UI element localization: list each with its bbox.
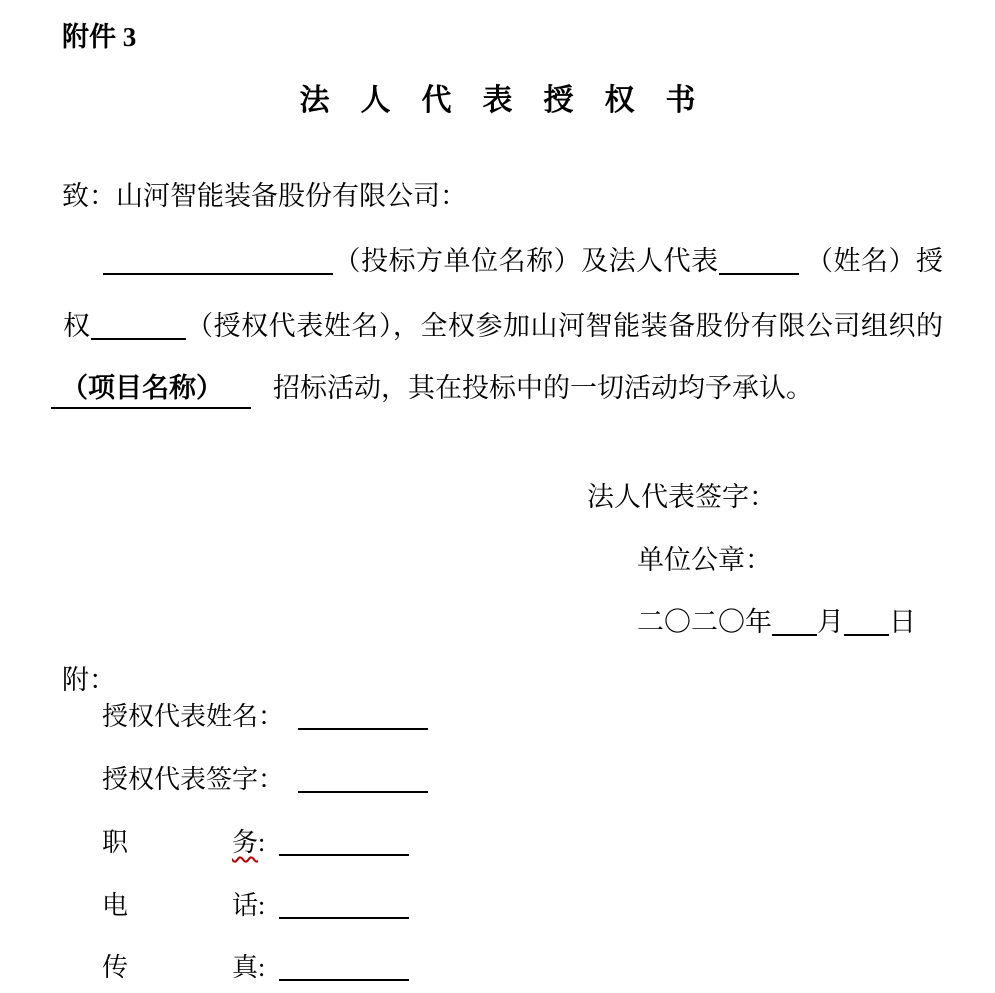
form-row-rep-signature: [102, 763, 428, 797]
company-seal-label: 单位公章：: [637, 545, 772, 575]
date-day-blank[interactable]: [844, 610, 889, 636]
fax-label: 传 真: [102, 953, 258, 982]
document-title: 法人代表授权书: [299, 84, 727, 117]
body-line-1-text: （投标方单位名称）及法人代表: [333, 246, 719, 276]
form-row-rep-name: [102, 700, 428, 734]
form-row-position: [102, 826, 409, 860]
fax-blank[interactable]: [279, 955, 409, 981]
body-line-1-text-2: （姓名）授: [805, 246, 944, 276]
rep-signature-label: 授权代表签字: [102, 765, 259, 794]
body-line-3-text: 招标活动，其在投标中的一切活动均予承认。: [273, 373, 813, 403]
legal-rep-name-blank[interactable]: [719, 249, 799, 275]
body-line-2-text: （授权代表姓名），全权参加山河智能装备股份有限公司组织的: [185, 311, 944, 341]
rep-name-blank[interactable]: [298, 704, 428, 730]
position-label: 职 务: [102, 826, 258, 860]
rep-signature-colon: ：: [258, 765, 285, 794]
date-month-blank[interactable]: [772, 610, 817, 636]
date-year: 二〇二〇年: [637, 607, 772, 637]
date-month-label: 月: [817, 607, 844, 637]
phone-label: 电 话: [102, 891, 258, 920]
fax-colon: :: [258, 953, 266, 982]
rep-name-colon: ：: [258, 702, 285, 731]
bidder-name-blank[interactable]: [103, 249, 333, 275]
body-line-2-head: 权: [63, 311, 91, 341]
form-row-fax: [102, 951, 409, 985]
rep-name-label: 授权代表姓名: [102, 702, 259, 731]
legal-rep-signature-label: 法人代表签字：: [587, 482, 776, 512]
spellcheck-wavy-underline: 务: [231, 828, 258, 857]
date-day-label: 日: [889, 607, 916, 637]
position-colon: :: [258, 828, 266, 857]
body-line-3: [63, 371, 943, 409]
project-name-blank[interactable]: （项目名称）: [51, 371, 251, 409]
phone-colon: :: [258, 891, 266, 920]
salutation-line: 致：山河智能装备股份有限公司：: [62, 181, 467, 211]
body-line-1: [63, 244, 943, 278]
date-line: [637, 605, 916, 639]
form-row-phone: [102, 889, 409, 923]
position-blank[interactable]: [279, 830, 409, 856]
body-line-2: [63, 309, 943, 343]
rep-signature-blank[interactable]: [298, 767, 428, 793]
attachment-heading: 附：: [62, 665, 116, 695]
attachment-number: 附件 3: [62, 22, 137, 52]
phone-blank[interactable]: [279, 893, 409, 919]
authorized-rep-name-blank[interactable]: [91, 314, 186, 340]
